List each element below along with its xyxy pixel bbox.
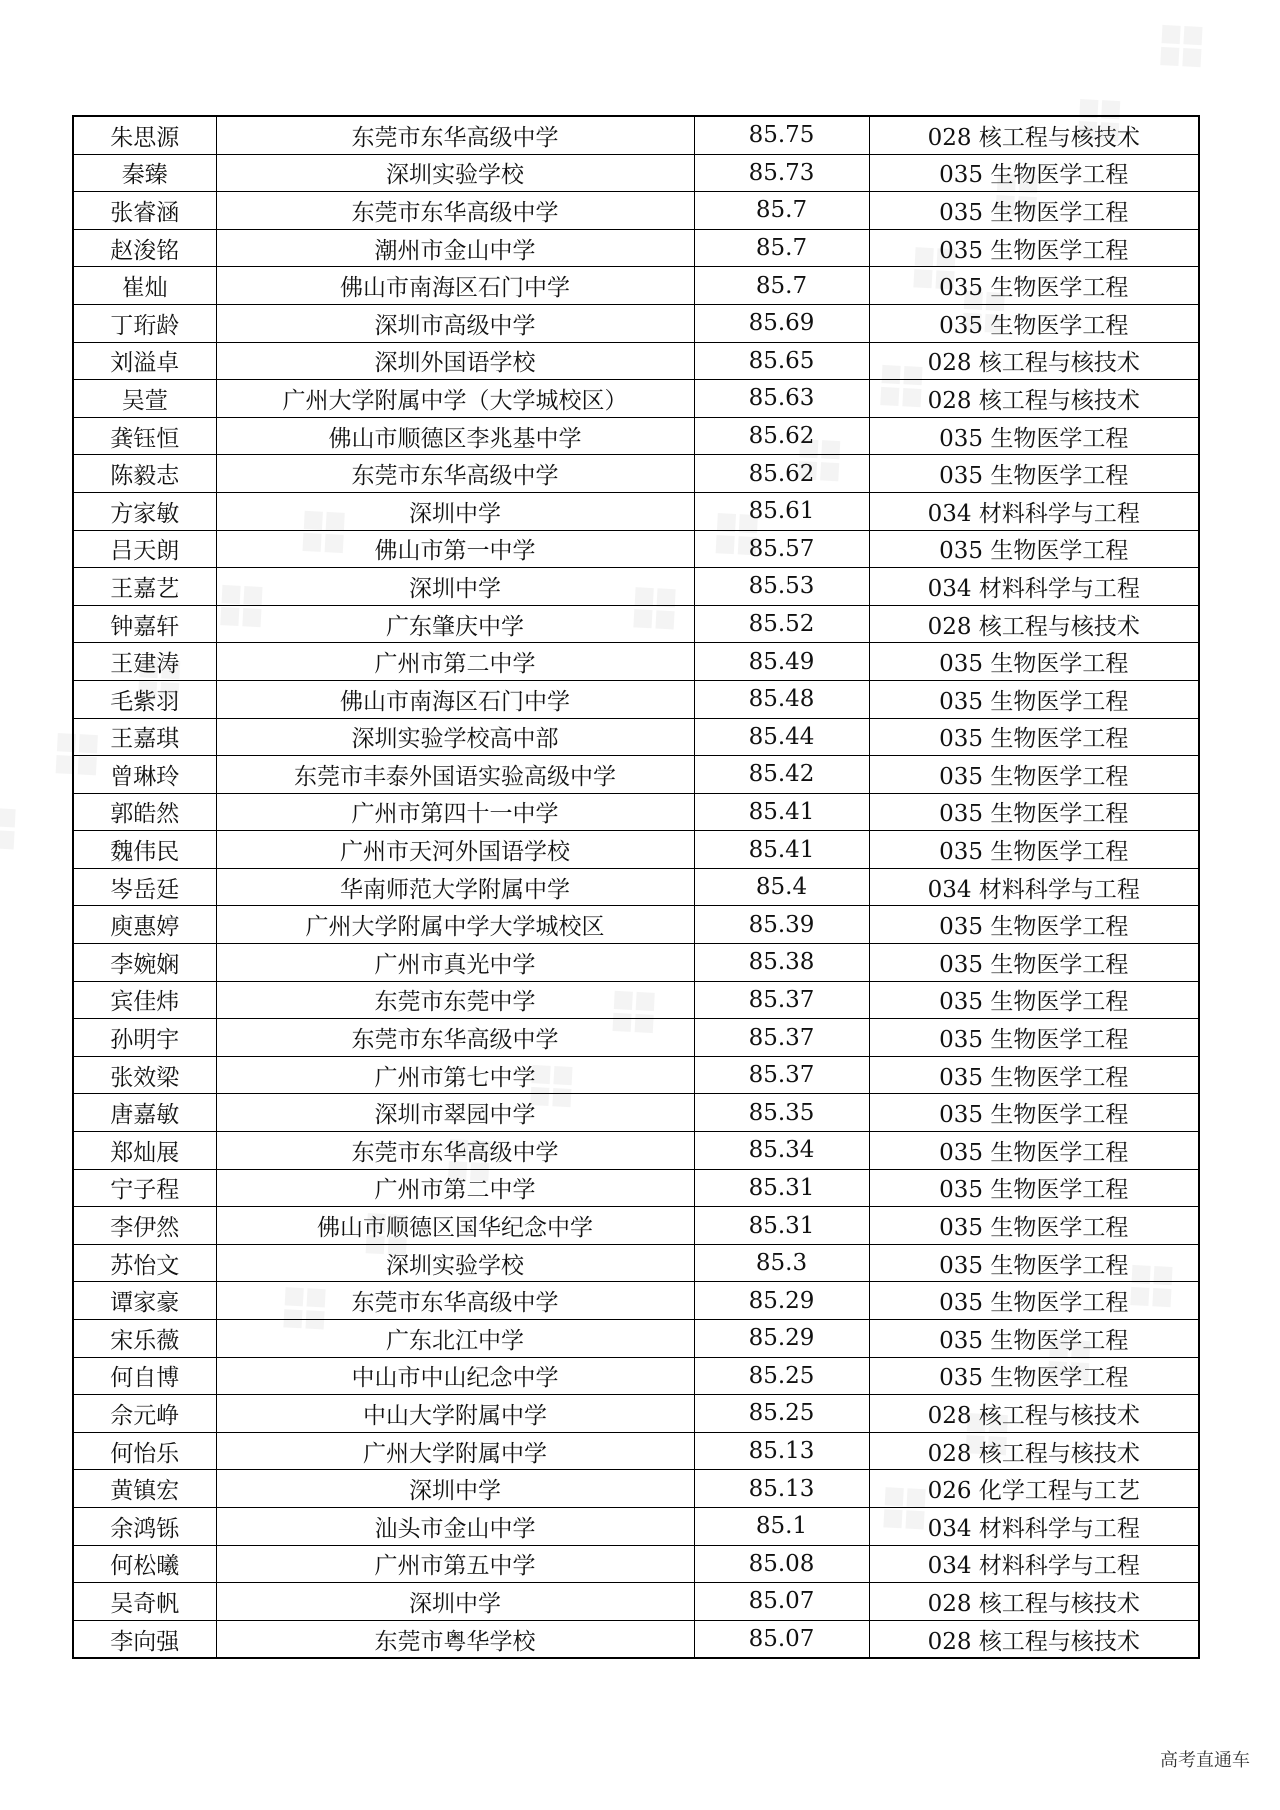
cell-score: 85.65 (694, 342, 869, 380)
cell-school: 东莞市东华高级中学 (216, 192, 694, 230)
cell-name: 刘溢卓 (73, 342, 216, 380)
cell-school: 广州市第二中学 (216, 1169, 694, 1207)
cell-score: 85.49 (694, 643, 869, 681)
cell-school: 广州市真光中学 (216, 944, 694, 982)
cell-score: 85.07 (694, 1620, 869, 1658)
cell-score: 85.73 (694, 154, 869, 192)
table-row (73, 1620, 1199, 1658)
table-row (73, 417, 1199, 455)
cell-score: 85.7 (694, 192, 869, 230)
table-row (73, 1470, 1199, 1508)
brand-label: 高考直通车 (1160, 1750, 1250, 1771)
table-row (73, 756, 1199, 794)
cell-school: 广州大学附属中学大学城校区 (216, 906, 694, 944)
cell-name: 王嘉艺 (73, 568, 216, 606)
cell-major: 035 生物医学工程 (869, 1207, 1199, 1245)
cell-school: 广州市第四十一中学 (216, 793, 694, 831)
cell-school: 佛山市顺德区李兆基中学 (216, 417, 694, 455)
cell-school: 深圳中学 (216, 1583, 694, 1621)
cell-school: 广州大学附属中学 (216, 1432, 694, 1470)
table-row (73, 1244, 1199, 1282)
cell-name: 何怡乐 (73, 1432, 216, 1470)
cell-major: 035 生物医学工程 (869, 417, 1199, 455)
cell-school: 东莞市东华高级中学 (216, 1282, 694, 1320)
cell-major: 035 生物医学工程 (869, 1282, 1199, 1320)
cell-major: 028 核工程与核技术 (869, 1395, 1199, 1433)
cell-major: 028 核工程与核技术 (869, 1432, 1199, 1470)
table-row (73, 1545, 1199, 1583)
cell-school: 东莞市东莞中学 (216, 981, 694, 1019)
cell-name: 崔灿 (73, 267, 216, 305)
cell-name: 谭家豪 (73, 1282, 216, 1320)
table-row (73, 229, 1199, 267)
cell-major: 035 生物医学工程 (869, 1019, 1199, 1057)
table-row (73, 1357, 1199, 1395)
table-row (73, 1132, 1199, 1170)
cell-school: 东莞市东华高级中学 (216, 1132, 694, 1170)
cell-major: 035 生物医学工程 (869, 1357, 1199, 1395)
cell-name: 李向强 (73, 1620, 216, 1658)
cell-score: 85.75 (694, 116, 869, 154)
cell-major: 035 生物医学工程 (869, 229, 1199, 267)
table-row (73, 154, 1199, 192)
cell-score: 85.29 (694, 1282, 869, 1320)
cell-name: 张效梁 (73, 1056, 216, 1094)
cell-score: 85.37 (694, 981, 869, 1019)
cell-school: 佛山市南海区石门中学 (216, 680, 694, 718)
cell-school: 东莞市丰泰外国语实验高级中学 (216, 756, 694, 794)
cell-major: 035 生物医学工程 (869, 1056, 1199, 1094)
table-row (73, 267, 1199, 305)
cell-name: 张睿涵 (73, 192, 216, 230)
cell-school: 深圳外国语学校 (216, 342, 694, 380)
table-row (73, 492, 1199, 530)
cell-score: 85.41 (694, 793, 869, 831)
cell-name: 岑岳廷 (73, 868, 216, 906)
cell-major: 035 生物医学工程 (869, 1320, 1199, 1358)
table-row (73, 718, 1199, 756)
cell-major: 034 材料科学与工程 (869, 868, 1199, 906)
cell-name: 王建涛 (73, 643, 216, 681)
cell-name: 李婉娴 (73, 944, 216, 982)
table-row (73, 568, 1199, 606)
cell-score: 85.62 (694, 455, 869, 493)
cell-major: 034 材料科学与工程 (869, 492, 1199, 530)
table-row (73, 530, 1199, 568)
cell-score: 85.1 (694, 1507, 869, 1545)
cell-school: 广州市第五中学 (216, 1545, 694, 1583)
table-row (73, 868, 1199, 906)
table-row (73, 304, 1199, 342)
cell-score: 85.61 (694, 492, 869, 530)
cell-name: 陈毅志 (73, 455, 216, 493)
cell-score: 85.31 (694, 1169, 869, 1207)
cell-school: 广东北江中学 (216, 1320, 694, 1358)
cell-school: 广州大学附属中学（大学城校区） (216, 380, 694, 418)
cell-score: 85.48 (694, 680, 869, 718)
cell-school: 广州市天河外国语学校 (216, 831, 694, 869)
cell-name: 龚钰恒 (73, 417, 216, 455)
cell-score: 85.4 (694, 868, 869, 906)
cell-name: 李伊然 (73, 1207, 216, 1245)
cell-name: 吕天朗 (73, 530, 216, 568)
table-row (73, 944, 1199, 982)
table-row (73, 1432, 1199, 1470)
cell-score: 85.42 (694, 756, 869, 794)
cell-major: 028 核工程与核技术 (869, 342, 1199, 380)
cell-major: 035 生物医学工程 (869, 304, 1199, 342)
cell-name: 丁珩龄 (73, 304, 216, 342)
cell-name: 宾佳炜 (73, 981, 216, 1019)
cell-major: 035 生物医学工程 (869, 154, 1199, 192)
cell-school: 深圳实验学校 (216, 154, 694, 192)
cell-name: 吴奇帆 (73, 1583, 216, 1621)
cell-name: 何松曦 (73, 1545, 216, 1583)
table-row (73, 680, 1199, 718)
cell-name: 孙明宇 (73, 1019, 216, 1057)
cell-major: 035 生物医学工程 (869, 1094, 1199, 1132)
cell-name: 吴萱 (73, 380, 216, 418)
cell-school: 广州市第七中学 (216, 1056, 694, 1094)
cell-school: 深圳实验学校 (216, 1244, 694, 1282)
table-row (73, 1094, 1199, 1132)
cell-score: 85.29 (694, 1320, 869, 1358)
cell-school: 东莞市东华高级中学 (216, 116, 694, 154)
table-row (73, 1395, 1199, 1433)
table-row (73, 643, 1199, 681)
cell-name: 赵浚铭 (73, 229, 216, 267)
cell-major: 035 生物医学工程 (869, 1132, 1199, 1170)
table-row (73, 605, 1199, 643)
table-row (73, 1282, 1199, 1320)
table-row (73, 380, 1199, 418)
cell-school: 东莞市东华高级中学 (216, 1019, 694, 1057)
cell-major: 028 核工程与核技术 (869, 1583, 1199, 1621)
cell-school: 东莞市粤华学校 (216, 1620, 694, 1658)
cell-name: 庾惠婷 (73, 906, 216, 944)
cell-name: 王嘉琪 (73, 718, 216, 756)
cell-school: 东莞市东华高级中学 (216, 455, 694, 493)
cell-major: 035 生物医学工程 (869, 793, 1199, 831)
cell-score: 85.34 (694, 1132, 869, 1170)
cell-score: 85.08 (694, 1545, 869, 1583)
table-body (73, 116, 1199, 1658)
cell-school: 中山市中山纪念中学 (216, 1357, 694, 1395)
cell-name: 毛紫羽 (73, 680, 216, 718)
cell-major: 035 生物医学工程 (869, 1244, 1199, 1282)
cell-name: 郭皓然 (73, 793, 216, 831)
cell-major: 035 生物医学工程 (869, 944, 1199, 982)
cell-major: 035 生物医学工程 (869, 530, 1199, 568)
cell-score: 85.31 (694, 1207, 869, 1245)
table-row (73, 906, 1199, 944)
cell-major: 035 生物医学工程 (869, 718, 1199, 756)
cell-score: 85.41 (694, 831, 869, 869)
cell-name: 曾琳玲 (73, 756, 216, 794)
cell-major: 035 生物医学工程 (869, 906, 1199, 944)
cell-major: 028 核工程与核技术 (869, 1620, 1199, 1658)
table-row (73, 1583, 1199, 1621)
cell-major: 035 生物医学工程 (869, 756, 1199, 794)
cell-score: 85.39 (694, 906, 869, 944)
cell-school: 深圳市翠园中学 (216, 1094, 694, 1132)
cell-school: 中山大学附属中学 (216, 1395, 694, 1433)
cell-school: 广州市第二中学 (216, 643, 694, 681)
cell-score: 85.62 (694, 417, 869, 455)
table-row (73, 342, 1199, 380)
cell-major: 035 生物医学工程 (869, 455, 1199, 493)
cell-score: 85.35 (694, 1094, 869, 1132)
table-row (73, 793, 1199, 831)
cell-score: 85.63 (694, 380, 869, 418)
cell-major: 035 生物医学工程 (869, 192, 1199, 230)
cell-score: 85.13 (694, 1432, 869, 1470)
cell-name: 钟嘉轩 (73, 605, 216, 643)
cell-score: 85.7 (694, 229, 869, 267)
cell-school: 深圳实验学校高中部 (216, 718, 694, 756)
cell-major: 034 材料科学与工程 (869, 1507, 1199, 1545)
table-row (73, 981, 1199, 1019)
table-row (73, 1056, 1199, 1094)
cell-name: 郑灿展 (73, 1132, 216, 1170)
cell-major: 035 生物医学工程 (869, 680, 1199, 718)
cell-score: 85.53 (694, 568, 869, 606)
cell-major: 035 生物医学工程 (869, 1169, 1199, 1207)
cell-name: 何自博 (73, 1357, 216, 1395)
cell-score: 85.25 (694, 1395, 869, 1433)
cell-score: 85.25 (694, 1357, 869, 1395)
cell-score: 85.7 (694, 267, 869, 305)
cell-name: 黄镇宏 (73, 1470, 216, 1508)
cell-school: 佛山市顺德区国华纪念中学 (216, 1207, 694, 1245)
cell-major: 028 核工程与核技术 (869, 116, 1199, 154)
cell-score: 85.37 (694, 1056, 869, 1094)
table-row (73, 1320, 1199, 1358)
cell-name: 宁子程 (73, 1169, 216, 1207)
table-row (73, 831, 1199, 869)
table-row (73, 192, 1199, 230)
cell-score: 85.52 (694, 605, 869, 643)
cell-name: 余鸿铄 (73, 1507, 216, 1545)
cell-name: 宋乐薇 (73, 1320, 216, 1358)
table-row (73, 1507, 1199, 1545)
table-row (73, 1207, 1199, 1245)
cell-school: 深圳中学 (216, 1470, 694, 1508)
cell-school: 汕头市金山中学 (216, 1507, 694, 1545)
cell-score: 85.38 (694, 944, 869, 982)
cell-name: 佘元峥 (73, 1395, 216, 1433)
table-row (73, 116, 1199, 154)
table-row (73, 455, 1199, 493)
cell-name: 方家敏 (73, 492, 216, 530)
cell-score: 85.07 (694, 1583, 869, 1621)
cell-score: 85.3 (694, 1244, 869, 1282)
cell-score: 85.57 (694, 530, 869, 568)
cell-score: 85.13 (694, 1470, 869, 1508)
admission-results-table (72, 115, 1200, 1659)
cell-school: 潮州市金山中学 (216, 229, 694, 267)
cell-school: 深圳中学 (216, 492, 694, 530)
table-row (73, 1019, 1199, 1057)
cell-major: 034 材料科学与工程 (869, 1545, 1199, 1583)
cell-name: 魏伟民 (73, 831, 216, 869)
cell-score: 85.69 (694, 304, 869, 342)
cell-score: 85.44 (694, 718, 869, 756)
cell-major: 026 化学工程与工艺 (869, 1470, 1199, 1508)
cell-name: 朱思源 (73, 116, 216, 154)
cell-score: 85.37 (694, 1019, 869, 1057)
cell-school: 深圳市高级中学 (216, 304, 694, 342)
cell-major: 035 生物医学工程 (869, 831, 1199, 869)
cell-major: 035 生物医学工程 (869, 267, 1199, 305)
cell-major: 028 核工程与核技术 (869, 605, 1199, 643)
cell-major: 034 材料科学与工程 (869, 568, 1199, 606)
cell-name: 秦臻 (73, 154, 216, 192)
cell-name: 苏怡文 (73, 1244, 216, 1282)
cell-school: 佛山市南海区石门中学 (216, 267, 694, 305)
cell-major: 035 生物医学工程 (869, 643, 1199, 681)
cell-school: 深圳中学 (216, 568, 694, 606)
table-row (73, 1169, 1199, 1207)
cell-school: 广东肇庆中学 (216, 605, 694, 643)
cell-name: 唐嘉敏 (73, 1094, 216, 1132)
cell-major: 028 核工程与核技术 (869, 380, 1199, 418)
cell-school: 华南师范大学附属中学 (216, 868, 694, 906)
cell-major: 035 生物医学工程 (869, 981, 1199, 1019)
cell-school: 佛山市第一中学 (216, 530, 694, 568)
